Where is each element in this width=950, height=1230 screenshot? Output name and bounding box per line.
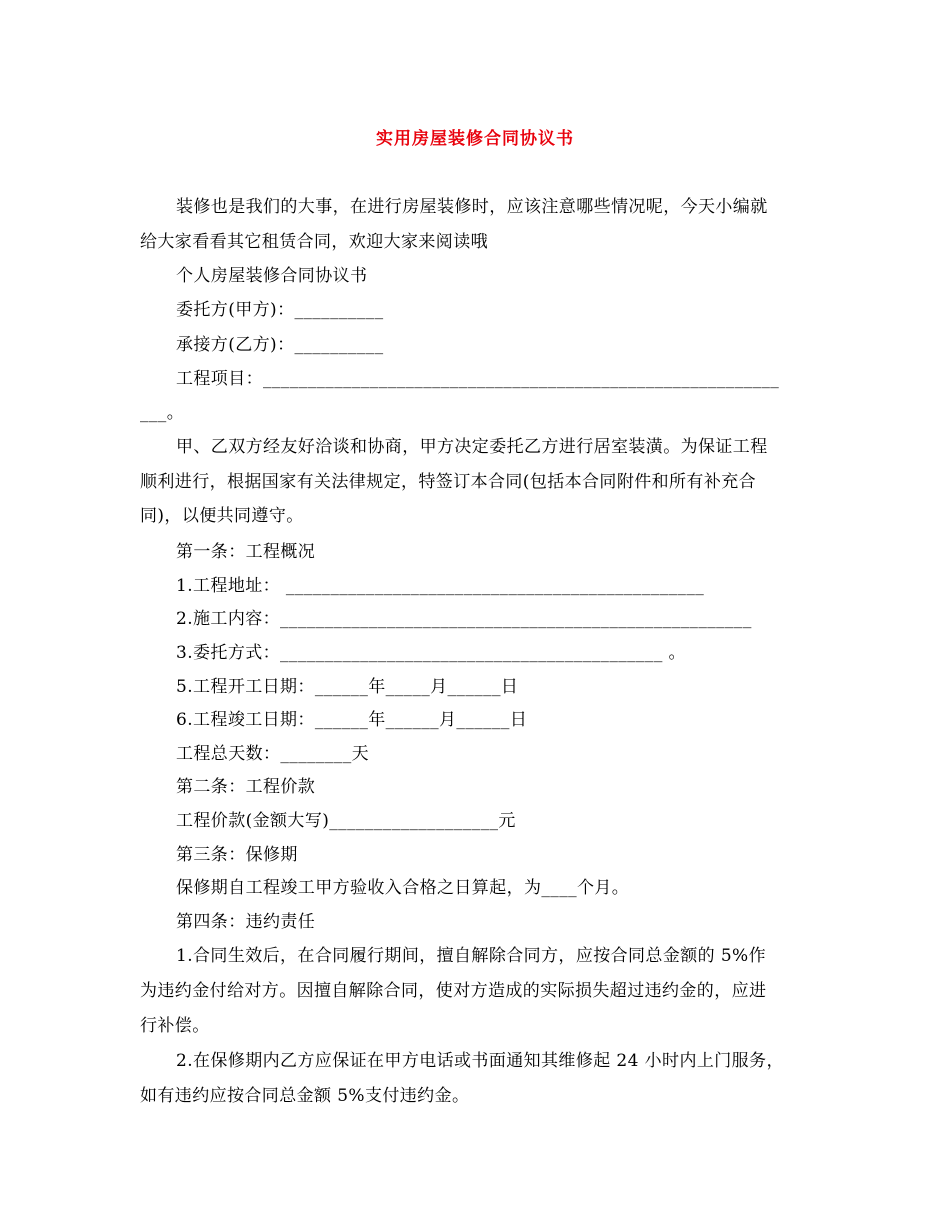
article-3-heading: 第三条：保修期 [176,845,298,865]
breach-clause-1-line-2: 为违约金付给对方。因擅自解除合同，使对方造成的实际损失超过违约金的，应进 [140,981,767,1001]
breach-clause-1-line-1: 1.合同生效后，在合同履行期间，擅自解除合同方，应按合同总金额的 5%作 [176,946,766,966]
contract-price-field: 工程价款(金额大写)___________________元 [176,811,516,831]
warranty-period-text: 保修期自工程竣工甲方验收入合格之日算起，为____个月。 [176,878,630,898]
preamble-line-1: 甲、乙双方经友好洽谈和协商，甲方决定委托乙方进行居室装潢。为保证工程 [176,437,768,457]
breach-clause-2-line-1: 2.在保修期内乙方应保证在甲方电话或书面通知其维修起 24 小时内上门服务， [176,1051,784,1071]
start-date-field: 5.工程开工日期：______年_____月______日 [176,677,519,697]
total-days-field: 工程总天数：________天 [176,744,369,764]
article-2-heading: 第二条：工程价款 [176,777,316,797]
contract-subtitle: 个人房屋装修合同协议书 [176,266,368,286]
construction-content-field: 2.施工内容：_____________________________________________________ [176,609,752,629]
project-address-field: 1.工程地址： _______________________________________________ [176,576,705,596]
breach-clause-1-line-3: 行补偿。 [140,1016,210,1036]
project-field: 工程项目：__________________________________________________________ [176,369,780,389]
party-b-field: 承接方(乙方)：__________ [176,335,384,355]
project-field-continued: ___。 [140,403,185,423]
article-4-heading: 第四条：违约责任 [176,912,316,932]
party-a-field: 委托方(甲方)：__________ [176,300,384,320]
intro-line-1: 装修也是我们的大事，在进行房屋装修时，应该注意哪些情况呢，今天小编就 [176,197,768,217]
entrust-method-field: 3.委托方式：___________________________________________ 。 [176,643,686,663]
intro-line-2: 给大家看看其它租赁合同，欢迎大家来阅读哦 [140,232,488,252]
completion-date-field: 6.工程竣工日期：______年______月______日 [176,710,528,730]
article-1-heading: 第一条：工程概况 [176,542,316,562]
document-title: 实用房屋装修合同协议书 [376,129,574,149]
preamble-line-2: 顺利进行，根据国家有关法律规定，特签订本合同(包括本合同附件和所有补充合 [140,472,757,492]
preamble-line-3: 同)，以便共同遵守。 [140,506,304,526]
breach-clause-2-line-2: 如有违约应按合同总金额 5%支付违约金。 [140,1086,470,1106]
